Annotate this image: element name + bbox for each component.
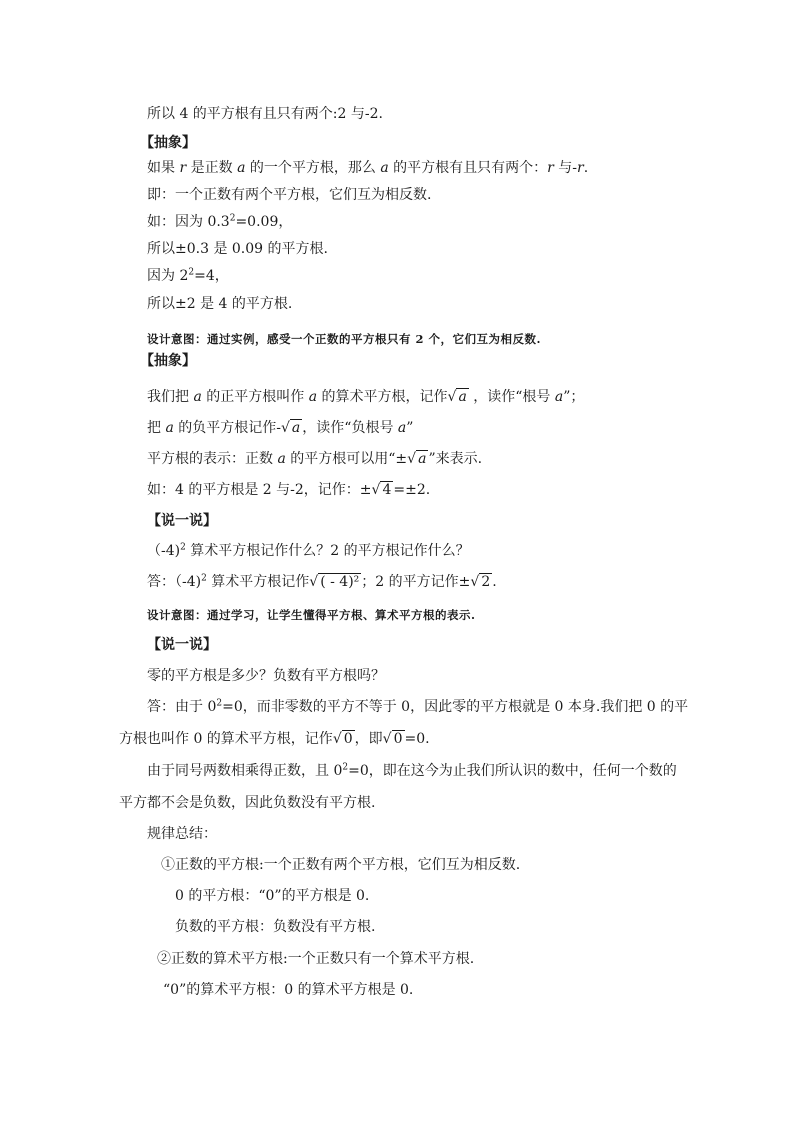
sqrt-sign: √ [447, 389, 457, 405]
section-heading-abstract: 【抽象】 [140, 135, 196, 151]
text-line: 如：因为 $0.3^2=0.09$， [147, 213, 293, 230]
sqrt-sign: √ [309, 574, 319, 590]
sqrt-sign: √ [371, 482, 381, 498]
text-line: 由于同号两数相乘得正数，且 $0^2=0$，即在这今为止我们所认识的数中，任何一个数的 [147, 762, 677, 779]
text-line: 平方根的表示：正数 a 的平方根可以用“±√ a ”来表示. [147, 451, 483, 467]
section-heading-say: 【说一说】 [147, 637, 217, 653]
text-line: 把 a 的负平方根记作-√ a ，读作“负根号 a” [147, 420, 414, 436]
summary-item: “0”的算术平方根：0 的算术平方根是 0. [163, 982, 414, 998]
section-heading-abstract: 【抽象】 [140, 353, 196, 369]
text-line: 即：一个正数有两个平方根，它们互为相反数. [147, 187, 432, 203]
text-line: 答：（-4)$^2$ 算术平方根记作√ ( - 4)² ；2 的平方记作±√ 2 . [147, 573, 497, 590]
text-line: 所以±2 是 4 的平方根. [147, 296, 293, 312]
text-line: 如果 r 是正数 a 的一个平方根，那么 a 的平方根有且只有两个：r 与-r. [147, 160, 589, 176]
sqrt-sign: √ [470, 574, 480, 590]
text-line: 答：由于 $0^2=0$，而非零数的平方不等于 0，因此零的平方根就是 0 本身.我们把 0 的平 [147, 698, 689, 715]
text-line: 所以 4 的平方根有且只有两个:2 与-2. [147, 106, 383, 122]
text-line: 因为 $2^2=4$， [147, 267, 229, 284]
design-intent-note: 设计意图：通过学习，让学生懂得平方根、算术平方根的表示. [147, 608, 476, 622]
summary-item: 负数的平方根：负数没有平方根. [175, 919, 376, 935]
summary-item: 0 的平方根：“0”的平方根是 0. [175, 888, 370, 904]
section-heading-say: 【说一说】 [147, 513, 217, 529]
text-line: 平方都不会是负数，因此负数没有平方根. [119, 795, 376, 811]
sqrt-sign: √ [332, 731, 342, 747]
sqrt-sign: √ [382, 731, 392, 747]
sqrt-sign: √ [407, 451, 417, 467]
text-line: 所以±0.3 是 0.09 的平方根. [147, 241, 328, 257]
text-line: 我们把 a 的正平方根叫作 a 的算术平方根，记作√ a ，读作“根号 a”； [147, 389, 585, 405]
text-line: 零的平方根是多少？负数有平方根吗？ [147, 668, 385, 684]
summary-item: ①正数的平方根:一个正数有两个平方根，它们互为相反数. [161, 857, 521, 873]
text-line: 如：4 的平方根是 2 与-2，记作：±√ 4 =±2. [147, 482, 431, 498]
summary-item: ②正数的算术平方根:一个正数只有一个算术平方根. [157, 951, 475, 967]
text-line: （-4)$^2$ 算术平方根记作什么？2 的平方根记作什么？ [147, 542, 470, 559]
design-intent-note: 设计意图：通过实例，感受一个正数的平方根只有 2 个，它们互为相反数. [147, 332, 542, 346]
sqrt-sign: √ [281, 420, 290, 436]
text-line: 方根也叫作 0 的算术平方根，记作√ 0 ，即√ 0 =0. [119, 731, 430, 747]
text-line: 规律总结： [147, 826, 217, 842]
